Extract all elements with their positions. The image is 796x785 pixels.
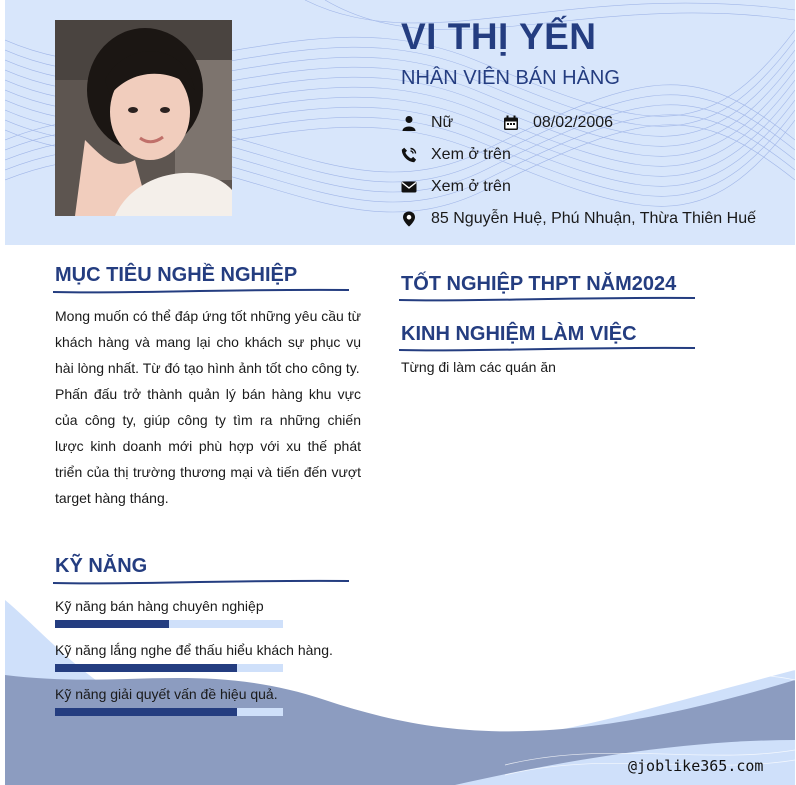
objective-paragraph-1: Mong muốn có thể đáp ứng tốt những yêu cầu từ khách hàng và mang lại cho khách sự phục vụ hài lòng nhất. Từ đó tạo hình ảnh tốt cho công ty.	[55, 308, 361, 376]
address-value: 85 Nguyễn Huệ, Phú Nhuận, Thừa Thiên Huế	[431, 210, 756, 227]
skill-bar-track	[55, 664, 283, 672]
cv-page	[5, 0, 795, 785]
candidate-name: VI THỊ YẾN	[401, 16, 597, 57]
education-title-underline	[399, 295, 695, 303]
envelope-icon	[401, 179, 417, 195]
birthdate-value: 08/02/2006	[533, 114, 614, 131]
address-row	[401, 210, 756, 228]
objective-title-underline	[53, 287, 349, 295]
footer-website-handle: @joblike365.com	[628, 757, 764, 775]
birthdate-row	[503, 114, 613, 132]
education-title: TỐT NGHIỆP THPT NĂM2024	[401, 273, 677, 295]
phone-value: Xem ở trên	[431, 146, 511, 163]
skill-bar-fill	[55, 708, 237, 716]
email-value: Xem ở trên	[431, 178, 511, 195]
skill-bar-fill	[55, 664, 237, 672]
profile-photo	[55, 20, 232, 216]
skill-label: Kỹ năng lắng nghe để thấu hiểu khách hàng.	[55, 642, 333, 658]
skills-title-underline	[53, 578, 349, 586]
experience-title: KINH NGHIỆM LÀM VIỆC	[401, 323, 637, 345]
objective-title: MỤC TIÊU NGHỀ NGHIỆP	[55, 264, 298, 286]
calendar-icon	[503, 115, 519, 131]
map-pin-icon	[401, 211, 417, 227]
user-icon	[401, 115, 417, 131]
email-row	[401, 178, 511, 196]
objective-paragraph-2: Phấn đấu trở thành quản lý bán hàng khu vực của công ty, giúp công ty tìm ra những chiến lược kinh doanh mới phù hợp với xu thế phát triển của thị trường thương mại và tiến đến vượt target hàng tháng.	[55, 386, 361, 506]
experience-title-underline	[399, 345, 695, 353]
gender-row	[401, 114, 453, 132]
candidate-position: NHÂN VIÊN BÁN HÀNG	[401, 67, 620, 89]
skill-bar-track	[55, 620, 283, 628]
skill-bar-fill	[55, 620, 169, 628]
skills-title: KỸ NĂNG	[55, 555, 148, 577]
skill-label: Kỹ năng giải quyết vấn đề hiệu quả.	[55, 686, 278, 702]
phone-icon	[401, 147, 417, 163]
experience-text: Từng đi làm các quán ăn	[401, 359, 556, 375]
phone-row	[401, 146, 511, 164]
gender-value: Nữ	[431, 114, 454, 131]
skill-bar-track	[55, 708, 283, 716]
objective-text	[55, 303, 361, 511]
skill-label: Kỹ năng bán hàng chuyên nghiệp	[55, 598, 264, 614]
